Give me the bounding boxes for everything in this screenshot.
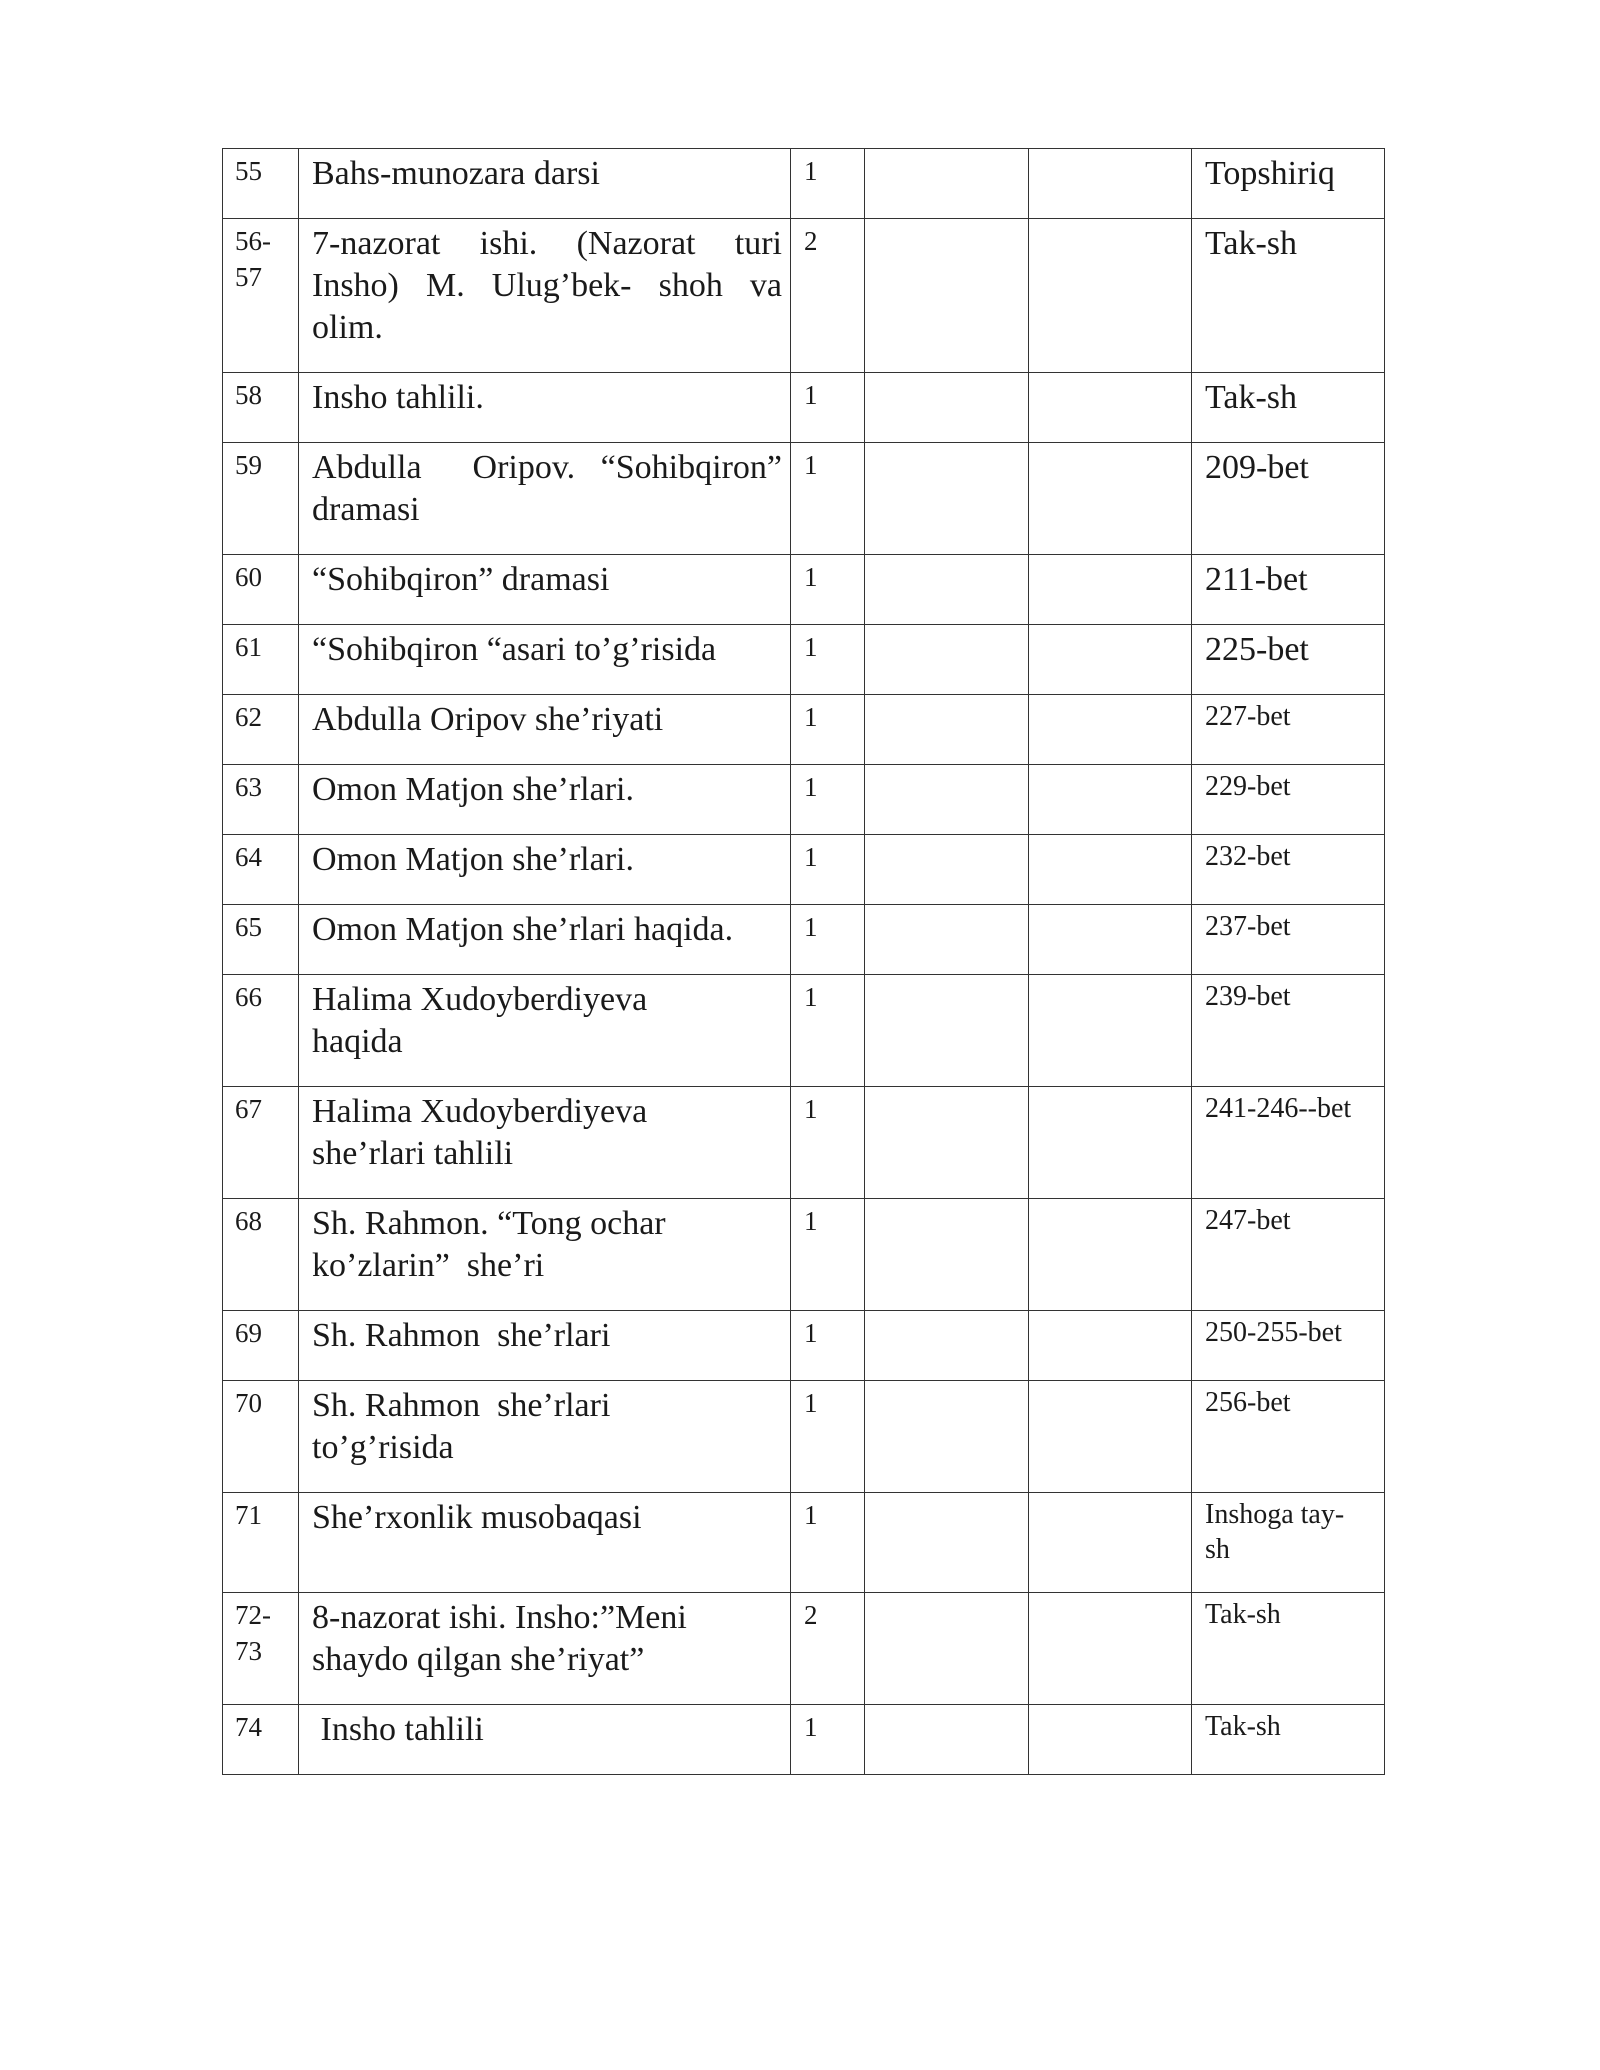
- notes-cell: [1029, 625, 1192, 695]
- lesson-hours-cell: 1: [791, 555, 865, 625]
- lesson-topic-cell: Abdulla Oripov. “Sohibqiron” dramasi: [299, 443, 791, 555]
- homework-task-cell: 211-bet: [1192, 555, 1385, 625]
- table-body: [223, 149, 1385, 1775]
- homework-task-cell: Inshoga tay- sh: [1192, 1493, 1385, 1593]
- date-cell: [865, 555, 1029, 625]
- notes-cell: [1029, 443, 1192, 555]
- homework-task-cell: 239-bet: [1192, 975, 1385, 1087]
- table-row: [223, 1381, 1385, 1493]
- table-row: [223, 1493, 1385, 1593]
- date-cell: [865, 1087, 1029, 1199]
- lesson-number-cell: 65: [223, 905, 299, 975]
- date-cell: [865, 373, 1029, 443]
- notes-cell: [1029, 1705, 1192, 1775]
- lesson-hours-cell: 1: [791, 975, 865, 1087]
- lesson-topic-cell: Insho tahlili.: [299, 373, 791, 443]
- homework-task-cell: 209-bet: [1192, 443, 1385, 555]
- lesson-hours-cell: 1: [791, 835, 865, 905]
- table-row: [223, 625, 1385, 695]
- notes-cell: [1029, 555, 1192, 625]
- table-row: [223, 975, 1385, 1087]
- table-row: [223, 1311, 1385, 1381]
- lesson-topic-cell: Sh. Rahmon she’rlari: [299, 1311, 791, 1381]
- homework-task-cell: Tak-sh: [1192, 1593, 1385, 1705]
- homework-task-cell: Tak-sh: [1192, 219, 1385, 373]
- lesson-number-cell: 56- 57: [223, 219, 299, 373]
- date-cell: [865, 625, 1029, 695]
- lesson-number-cell: 74: [223, 1705, 299, 1775]
- lesson-hours-cell: 1: [791, 695, 865, 765]
- date-cell: [865, 1593, 1029, 1705]
- lesson-number-cell: 60: [223, 555, 299, 625]
- lesson-topic-cell: 7-nazorat ishi. (Nazorat turi Insho) M. Ulug’bek- shoh va olim.: [299, 219, 791, 373]
- lesson-hours-cell: 1: [791, 625, 865, 695]
- lesson-number-cell: 64: [223, 835, 299, 905]
- lesson-topic-cell: Sh. Rahmon. “Tong ochar ko’zlarin” she’ri: [299, 1199, 791, 1311]
- homework-task-cell: Tak-sh: [1192, 1705, 1385, 1775]
- notes-cell: [1029, 1087, 1192, 1199]
- homework-task-cell: 229-bet: [1192, 765, 1385, 835]
- notes-cell: [1029, 1493, 1192, 1593]
- homework-task-cell: 232-bet: [1192, 835, 1385, 905]
- notes-cell: [1029, 1199, 1192, 1311]
- notes-cell: [1029, 1311, 1192, 1381]
- notes-cell: [1029, 695, 1192, 765]
- notes-cell: [1029, 149, 1192, 219]
- lesson-topic-cell: Insho tahlili: [299, 1705, 791, 1775]
- lesson-topic-cell: Sh. Rahmon she’rlari to’g’risida: [299, 1381, 791, 1493]
- table-row: [223, 443, 1385, 555]
- homework-task-cell: 225-bet: [1192, 625, 1385, 695]
- lesson-topic-cell: Halima Xudoyberdiyeva she’rlari tahlili: [299, 1087, 791, 1199]
- lesson-number-cell: 66: [223, 975, 299, 1087]
- lesson-topic-cell: Abdulla Oripov she’riyati: [299, 695, 791, 765]
- homework-task-cell: 237-bet: [1192, 905, 1385, 975]
- notes-cell: [1029, 765, 1192, 835]
- date-cell: [865, 219, 1029, 373]
- lesson-number-cell: 61: [223, 625, 299, 695]
- date-cell: [865, 1705, 1029, 1775]
- homework-task-cell: 241-246--bet: [1192, 1087, 1385, 1199]
- lesson-number-cell: 72- 73: [223, 1593, 299, 1705]
- lesson-topic-cell: “Sohibqiron “asari to’g’risida: [299, 625, 791, 695]
- lesson-number-cell: 70: [223, 1381, 299, 1493]
- date-cell: [865, 975, 1029, 1087]
- lesson-hours-cell: 1: [791, 1087, 865, 1199]
- lesson-hours-cell: 1: [791, 443, 865, 555]
- notes-cell: [1029, 219, 1192, 373]
- lesson-hours-cell: 1: [791, 905, 865, 975]
- lesson-number-cell: 63: [223, 765, 299, 835]
- lesson-hours-cell: 1: [791, 149, 865, 219]
- date-cell: [865, 1493, 1029, 1593]
- lesson-number-cell: 58: [223, 373, 299, 443]
- table-row: [223, 765, 1385, 835]
- table-row: [223, 373, 1385, 443]
- date-cell: [865, 443, 1029, 555]
- homework-task-cell: 227-bet: [1192, 695, 1385, 765]
- date-cell: [865, 1381, 1029, 1493]
- homework-task-cell: 250-255-bet: [1192, 1311, 1385, 1381]
- lesson-hours-cell: 1: [791, 1381, 865, 1493]
- lesson-topic-cell: Omon Matjon she’rlari.: [299, 765, 791, 835]
- table-row: [223, 149, 1385, 219]
- lesson-plan-table: [222, 148, 1385, 1775]
- notes-cell: [1029, 905, 1192, 975]
- date-cell: [865, 835, 1029, 905]
- homework-task-cell: Tak-sh: [1192, 373, 1385, 443]
- table-row: [223, 835, 1385, 905]
- lesson-number-cell: 71: [223, 1493, 299, 1593]
- lesson-hours-cell: 1: [791, 373, 865, 443]
- lesson-number-cell: 68: [223, 1199, 299, 1311]
- lesson-topic-cell: She’rxonlik musobaqasi: [299, 1493, 791, 1593]
- homework-task-cell: 247-bet: [1192, 1199, 1385, 1311]
- notes-cell: [1029, 975, 1192, 1087]
- lesson-hours-cell: 1: [791, 1493, 865, 1593]
- table-row: [223, 1087, 1385, 1199]
- lesson-number-cell: 67: [223, 1087, 299, 1199]
- table-row: [223, 219, 1385, 373]
- notes-cell: [1029, 835, 1192, 905]
- lesson-hours-cell: 2: [791, 219, 865, 373]
- table-row: [223, 695, 1385, 765]
- notes-cell: [1029, 1593, 1192, 1705]
- lesson-number-cell: 59: [223, 443, 299, 555]
- lesson-topic-cell: Omon Matjon she’rlari haqida.: [299, 905, 791, 975]
- lesson-hours-cell: 2: [791, 1593, 865, 1705]
- lesson-number-cell: 69: [223, 1311, 299, 1381]
- homework-task-cell: Topshiriq: [1192, 149, 1385, 219]
- date-cell: [865, 905, 1029, 975]
- date-cell: [865, 149, 1029, 219]
- notes-cell: [1029, 373, 1192, 443]
- table-row: [223, 1199, 1385, 1311]
- lesson-hours-cell: 1: [791, 1199, 865, 1311]
- lesson-topic-cell: Halima Xudoyberdiyeva haqida: [299, 975, 791, 1087]
- date-cell: [865, 695, 1029, 765]
- date-cell: [865, 765, 1029, 835]
- lesson-hours-cell: 1: [791, 1705, 865, 1775]
- lesson-hours-cell: 1: [791, 1311, 865, 1381]
- date-cell: [865, 1311, 1029, 1381]
- lesson-topic-cell: 8-nazorat ishi. Insho:”Meni shaydo qilgan she’riyat”: [299, 1593, 791, 1705]
- date-cell: [865, 1199, 1029, 1311]
- lesson-topic-cell: Bahs-munozara darsi: [299, 149, 791, 219]
- lesson-number-cell: 55: [223, 149, 299, 219]
- table-row: [223, 1705, 1385, 1775]
- lesson-topic-cell: Omon Matjon she’rlari.: [299, 835, 791, 905]
- table-row: [223, 555, 1385, 625]
- lesson-number-cell: 62: [223, 695, 299, 765]
- lesson-topic-cell: “Sohibqiron” dramasi: [299, 555, 791, 625]
- table-row: [223, 1593, 1385, 1705]
- notes-cell: [1029, 1381, 1192, 1493]
- table-row: [223, 905, 1385, 975]
- lesson-hours-cell: 1: [791, 765, 865, 835]
- homework-task-cell: 256-bet: [1192, 1381, 1385, 1493]
